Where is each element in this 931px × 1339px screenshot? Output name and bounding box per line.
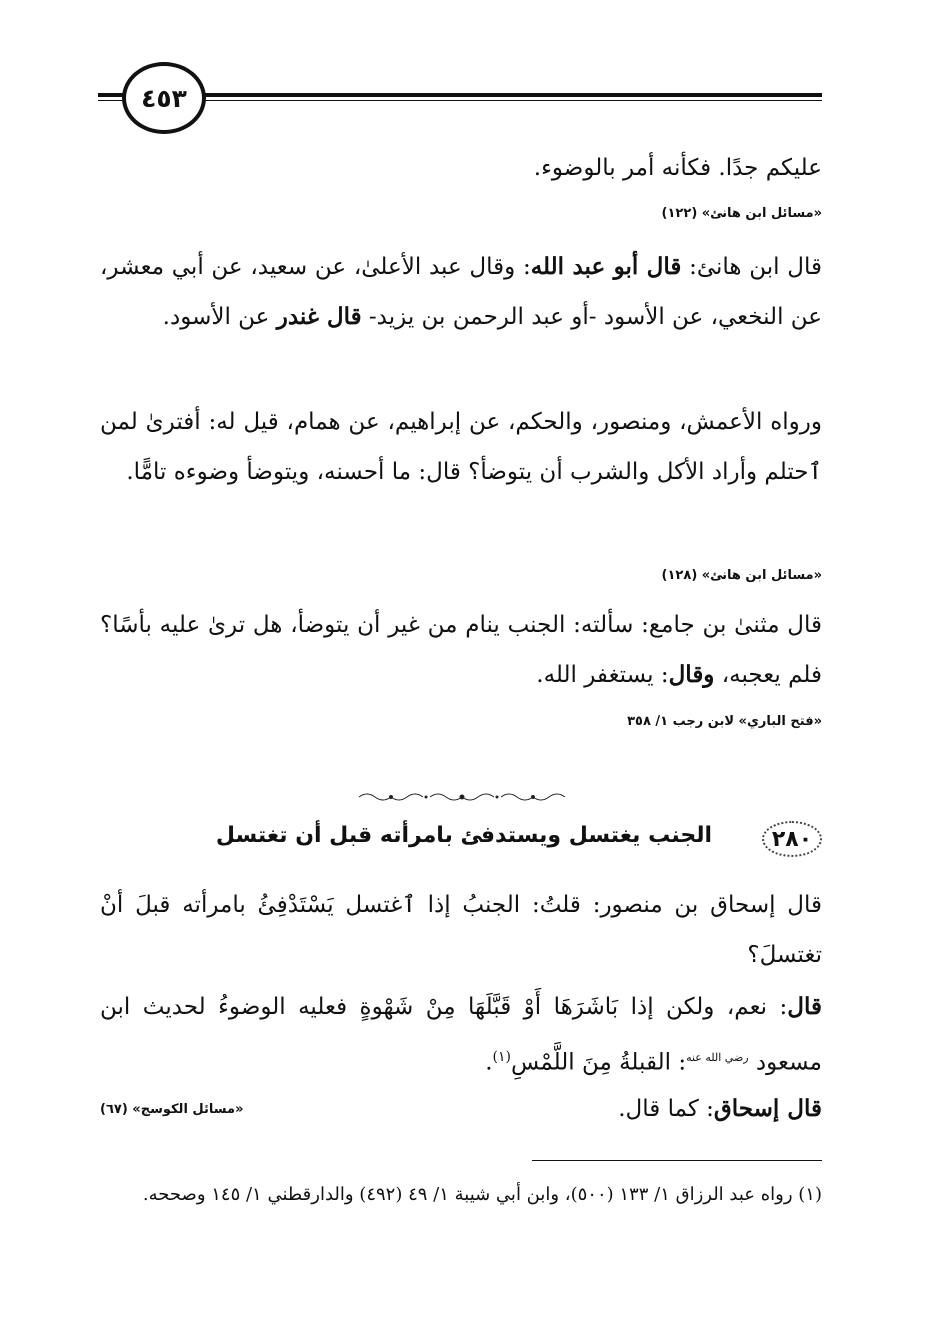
p6-text-b: : نعم، ولكن إذا بَاشَرَهَا أَوْ قَبَّلَهَا مِنْ شَهْوةٍ فعليه الوضوءُ لحديث ابن مسعود xyxy=(100,994,822,1076)
citation-2: «مسائل ابن هانئ» (١٢٨) xyxy=(661,568,822,583)
paragraph-1: عليكم جدًا. فكأنه أمر بالوضوء. xyxy=(533,155,822,181)
footnote-marker: (١) xyxy=(492,1049,512,1065)
header-rule-thin xyxy=(98,100,822,101)
p6-bold-qal: قال xyxy=(787,993,822,1020)
p2-text-e: عن الأسود. xyxy=(162,304,277,330)
paragraph-4 xyxy=(100,600,822,700)
p4-text-c: : يستغفر الله. xyxy=(536,662,669,688)
header-rule xyxy=(98,93,822,97)
section-number xyxy=(762,819,822,859)
paragraph-7 xyxy=(542,1084,822,1134)
radiyallahu-honorific: رضي الله عنه xyxy=(686,1051,749,1064)
p2-bold-ghundar: قال غندر xyxy=(276,303,362,330)
citation-3: «فتح الباري» لابن رجب ١/ ٣٥٨ xyxy=(627,714,822,729)
section-heading xyxy=(100,815,822,865)
paragraph-5: قال إسحاق بن منصور: قلتُ: الجنبُ إذا ٱغتسل يَسْتَدْفِئُ بامرأته قبلَ أنْ تغتسلَ؟ xyxy=(100,892,822,968)
p2-text-a: قال ابن هانئ: xyxy=(681,254,822,280)
p6-text-f: . xyxy=(485,1049,493,1076)
footnote-separator xyxy=(532,1160,822,1161)
footnote-1: (١) رواه عبد الرزاق ١/ ١٣٣ (٥٠٠)، وابن أبي شيبة ١/ ٤٩ (٤٩٢) والدارقطني ١/ ١٤٥ وصححه. xyxy=(142,1184,822,1205)
paragraph-3: ورواه الأعمش، ومنصور، والحكم، عن إبراهيم، عن همام، قيل له: أفترىٰ لمن ٱحتلم وأراد الأكل والشرب أن يتوضأ؟ قال: ما أحسنه، ويتوضأ وضوءه تامًّا. xyxy=(100,409,822,485)
section-number-text: ٢٨٠ xyxy=(771,826,813,852)
p2-bold-abu-abdullah: قال أبو عبد الله xyxy=(530,253,682,280)
p7-text-b: : كما قال. xyxy=(618,1096,714,1122)
citation-1: «مسائل ابن هانئ» (١٢٢) xyxy=(661,206,822,221)
page-number: ٤٥٣ xyxy=(141,83,187,113)
page-number-badge xyxy=(122,62,206,134)
p7-bold-qal-ishaq: قال إسحاق xyxy=(713,1095,822,1122)
p4-text-a: قال مثنىٰ بن جامع: سألته: الجنب ينام من غير أن يتوضأ، هل ترىٰ عليه بأسًا؟ فلم يعجبه، xyxy=(100,612,822,688)
p4-bold-waqal: وقال xyxy=(668,661,715,688)
paragraph-6 xyxy=(100,982,822,1088)
paragraph-2 xyxy=(100,242,822,342)
p6-text-d: : القبلةُ مِنَ اللَّمْسِ xyxy=(511,1049,687,1076)
divider-ornament xyxy=(355,790,570,804)
section-title: الجنب يغتسل ويستدفئ بامرأته قبل أن تغتسل xyxy=(215,823,712,848)
p2-text-c: : وقال عبد الأعلىٰ، عن سعيد، عن أبي معشر، عن النخعي، عن الأسود -أو عبد الرحمن بن يزيد- xyxy=(100,254,822,330)
citation-4: «مسائل الكوسج» (٦٧) xyxy=(100,1102,244,1117)
